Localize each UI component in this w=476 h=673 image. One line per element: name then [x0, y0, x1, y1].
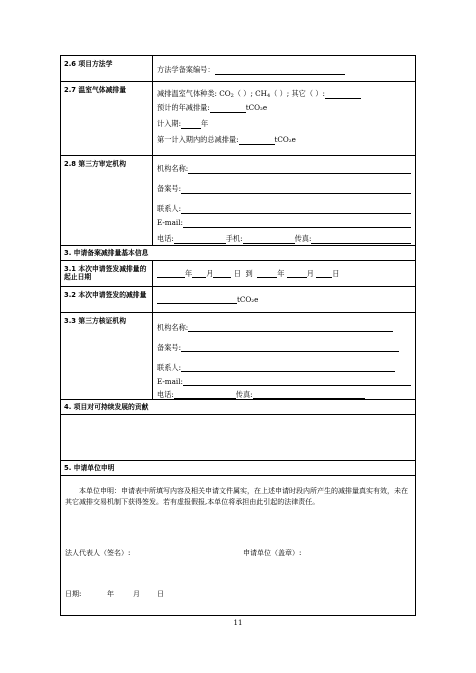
other-gas-field[interactable] — [325, 90, 361, 99]
start-month-field[interactable] — [192, 269, 206, 278]
month-text: 月 — [206, 268, 214, 278]
first-period-label: 第一计入期内的总减排量: — [157, 135, 239, 145]
row-sustainability-content — [61, 415, 416, 461]
day-text: 日 — [332, 268, 340, 278]
row-methodology — [61, 56, 416, 82]
org-name-field[interactable] — [188, 165, 411, 174]
sustainability-field[interactable] — [61, 415, 416, 461]
period-dates-label: 3.1 本次申请签发减排量的起止日期 — [61, 261, 153, 287]
end-day-field[interactable] — [316, 269, 332, 278]
reg-number-label: 备案号: — [157, 342, 181, 352]
methodology-label: 2.6 项目方法学 — [61, 56, 153, 82]
row-issued-reduction — [61, 287, 416, 313]
year-text: 年 — [277, 268, 285, 278]
section-3-title: 3. 申请备案减排量基本信息 — [61, 246, 416, 261]
mobile-field[interactable] — [243, 235, 295, 244]
date-label: 日期: — [65, 590, 82, 599]
org-name-label: 机构名称: — [157, 322, 189, 332]
issued-reduction-label: 3.2 本次申请签发的减排量 — [61, 287, 153, 313]
reg-number-field[interactable] — [181, 185, 411, 194]
contact-field[interactable] — [181, 205, 411, 214]
email-label: E-mail: — [157, 218, 183, 228]
phone-field[interactable] — [174, 235, 226, 244]
fax-label: 传真: — [294, 234, 312, 244]
page-number: 11 — [233, 619, 243, 627]
ghg-reduction-label: 2.7 温室气体减排量 — [61, 82, 153, 156]
end-month-field[interactable] — [287, 269, 307, 278]
phone-label: 电话: — [157, 234, 174, 244]
issued-reduction-field[interactable] — [157, 295, 237, 304]
row-period-dates — [61, 261, 416, 287]
section-5-title: 5. 申请单位申明 — [61, 461, 416, 476]
reg-number-label: 备案号: — [157, 184, 181, 194]
row-section-4 — [61, 400, 416, 415]
contact-field[interactable] — [181, 363, 395, 372]
crediting-period-field[interactable] — [181, 120, 201, 129]
issued-reduction-unit: tCO₂e — [237, 294, 259, 304]
annual-reduction-field[interactable] — [210, 104, 246, 113]
org-name-field[interactable] — [188, 323, 393, 332]
first-period-unit: tCO₂e — [274, 135, 296, 145]
declaration-text: 本单位申明：申请表中所填写内容及相关申请文件属实，在上述申请时段内所产生的减排量真实有效，未在其它减排交易机制下获得签发。若有虚报假报,本单位将承担由此引起的法律责任。 — [65, 487, 408, 506]
gas-ch4-choice[interactable]: （ ）; 其它（ ）: — [270, 89, 325, 99]
legal-rep-label: 法人代表人（签名）: — [65, 549, 131, 558]
row-verification-body — [61, 313, 416, 400]
email-field[interactable] — [183, 377, 411, 386]
date-year: 年 — [107, 590, 114, 599]
row-declaration — [61, 476, 416, 616]
fax-field[interactable] — [311, 235, 411, 244]
first-period-field[interactable] — [239, 136, 275, 145]
application-form — [60, 55, 416, 616]
annual-reduction-unit: tCO₂e — [245, 103, 268, 113]
org-name-label: 机构名称: — [157, 164, 189, 174]
day-text: 日 — [233, 268, 241, 278]
to-text: 到 — [245, 268, 253, 278]
validation-body-label: 2.8 第三方审定机构 — [61, 156, 153, 246]
start-day-field[interactable] — [213, 269, 231, 278]
row-ghg-reduction: 2.7 温室气体减排量 减排温室气体种类: CO 2 （ ）; CH 4 （ ）; 其它（ ）: 预计的年减排量: tCO₂e 计入期: 年 第一计入期内的总减排量: tCO₂e — [61, 82, 416, 156]
phone-field[interactable] — [174, 390, 236, 399]
fax-label: 传真: — [235, 389, 253, 399]
fax-field[interactable] — [253, 390, 365, 399]
gas-types-prefix: 减排温室气体种类: CO — [157, 89, 231, 99]
verification-body-label: 3.3 第三方核证机构 — [61, 313, 153, 400]
annual-reduction-label: 预计的年减排量: — [157, 103, 210, 113]
applicant-label: 申请单位（盖章）: — [243, 549, 302, 558]
email-field[interactable] — [183, 219, 411, 228]
section-4-title: 4. 项目对可持续发展的贡献 — [61, 400, 416, 415]
email-label: E-mail: — [157, 376, 183, 386]
contact-label: 联系人: — [157, 204, 181, 214]
methodology-number-label: 方法学备案编号： — [157, 65, 215, 75]
month-text: 月 — [306, 268, 314, 278]
contact-label: 联系人: — [157, 362, 181, 372]
mobile-label: 手机: — [225, 234, 243, 244]
crediting-period-label: 计入期: — [157, 119, 181, 129]
row-validation-body — [61, 156, 416, 246]
row-section-3 — [61, 246, 416, 261]
start-year-field[interactable] — [157, 269, 185, 278]
row-section-5 — [61, 461, 416, 476]
methodology-number-field[interactable] — [215, 66, 345, 75]
year-text: 年 — [185, 268, 193, 278]
date-day: 日 — [157, 590, 164, 599]
crediting-period-unit: 年 — [201, 119, 209, 129]
phone-label: 电话: — [157, 389, 174, 399]
reg-number-field[interactable] — [181, 343, 399, 352]
date-month: 月 — [133, 590, 140, 599]
end-year-field[interactable] — [257, 269, 277, 278]
gas-co2-choice[interactable]: （ ）; CH — [233, 89, 267, 99]
